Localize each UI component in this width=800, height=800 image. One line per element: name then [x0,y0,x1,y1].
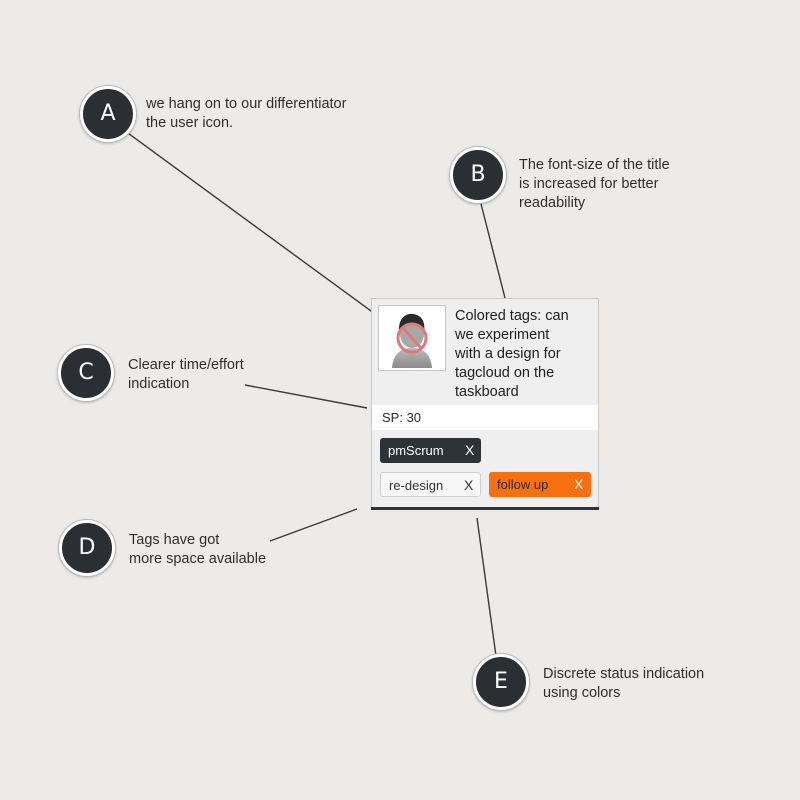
story-points-row [372,405,598,430]
callout-note-line: more space available [129,551,267,567]
task-title-line: with a design for [455,346,561,362]
tag-remove-icon[interactable]: X [464,477,474,493]
leader-line-a [121,128,412,341]
task-title-line: taskboard [455,384,519,400]
story-points: SP: 30 [382,410,422,425]
task-title-line: Colored tags: can [455,308,569,324]
callout-badge-d: D [59,520,115,576]
tag-label: re-design [389,478,444,493]
callout-note-line: the user icon. [146,115,234,131]
user-avatar[interactable] [378,305,446,371]
callout-note-b [519,156,670,213]
status-indicator-bar [371,507,599,510]
callout-note-e [543,665,704,703]
callout-note-line: The font-size of the title [519,157,670,173]
callout-note-line: indication [128,376,190,392]
leader-line-c [245,385,367,408]
callout-note-c [128,356,244,394]
leader-line-e [477,518,496,656]
callout-note-line: Tags have got [129,532,220,548]
task-title-line: tagcloud on the [455,365,555,381]
tag-follow-up[interactable] [489,472,591,497]
callout-badge-a: A [80,86,136,142]
callout-note-line: we hang on to our differentiator [146,96,347,112]
tag-remove-icon[interactable]: X [465,442,475,458]
callout-badge-c: C [58,345,114,401]
leader-line-d [270,509,357,541]
task-title-line: we experiment [455,327,550,343]
user-avatar-icon [379,306,445,370]
callout-note-d [129,531,266,569]
tag-re-design[interactable] [380,472,481,497]
callout-note-line: Clearer time/effort [128,357,244,373]
tag-pmscrum[interactable] [380,438,481,463]
callout-note-a [146,95,346,133]
callout-note-line: using colors [543,685,621,701]
tag-label: pmScrum [388,443,444,458]
leader-line-b [479,196,505,298]
callout-note-line: Discrete status indication [543,666,705,682]
tag-label: follow up [497,477,549,492]
task-card[interactable] [371,298,599,510]
task-title[interactable] [455,307,597,402]
callout-badge-b: B [450,147,506,203]
tag-remove-icon[interactable]: X [574,476,584,492]
callout-badge-e: E [473,654,529,710]
callout-note-line: readability [519,195,586,211]
callout-note-line: is increased for better [519,176,659,192]
